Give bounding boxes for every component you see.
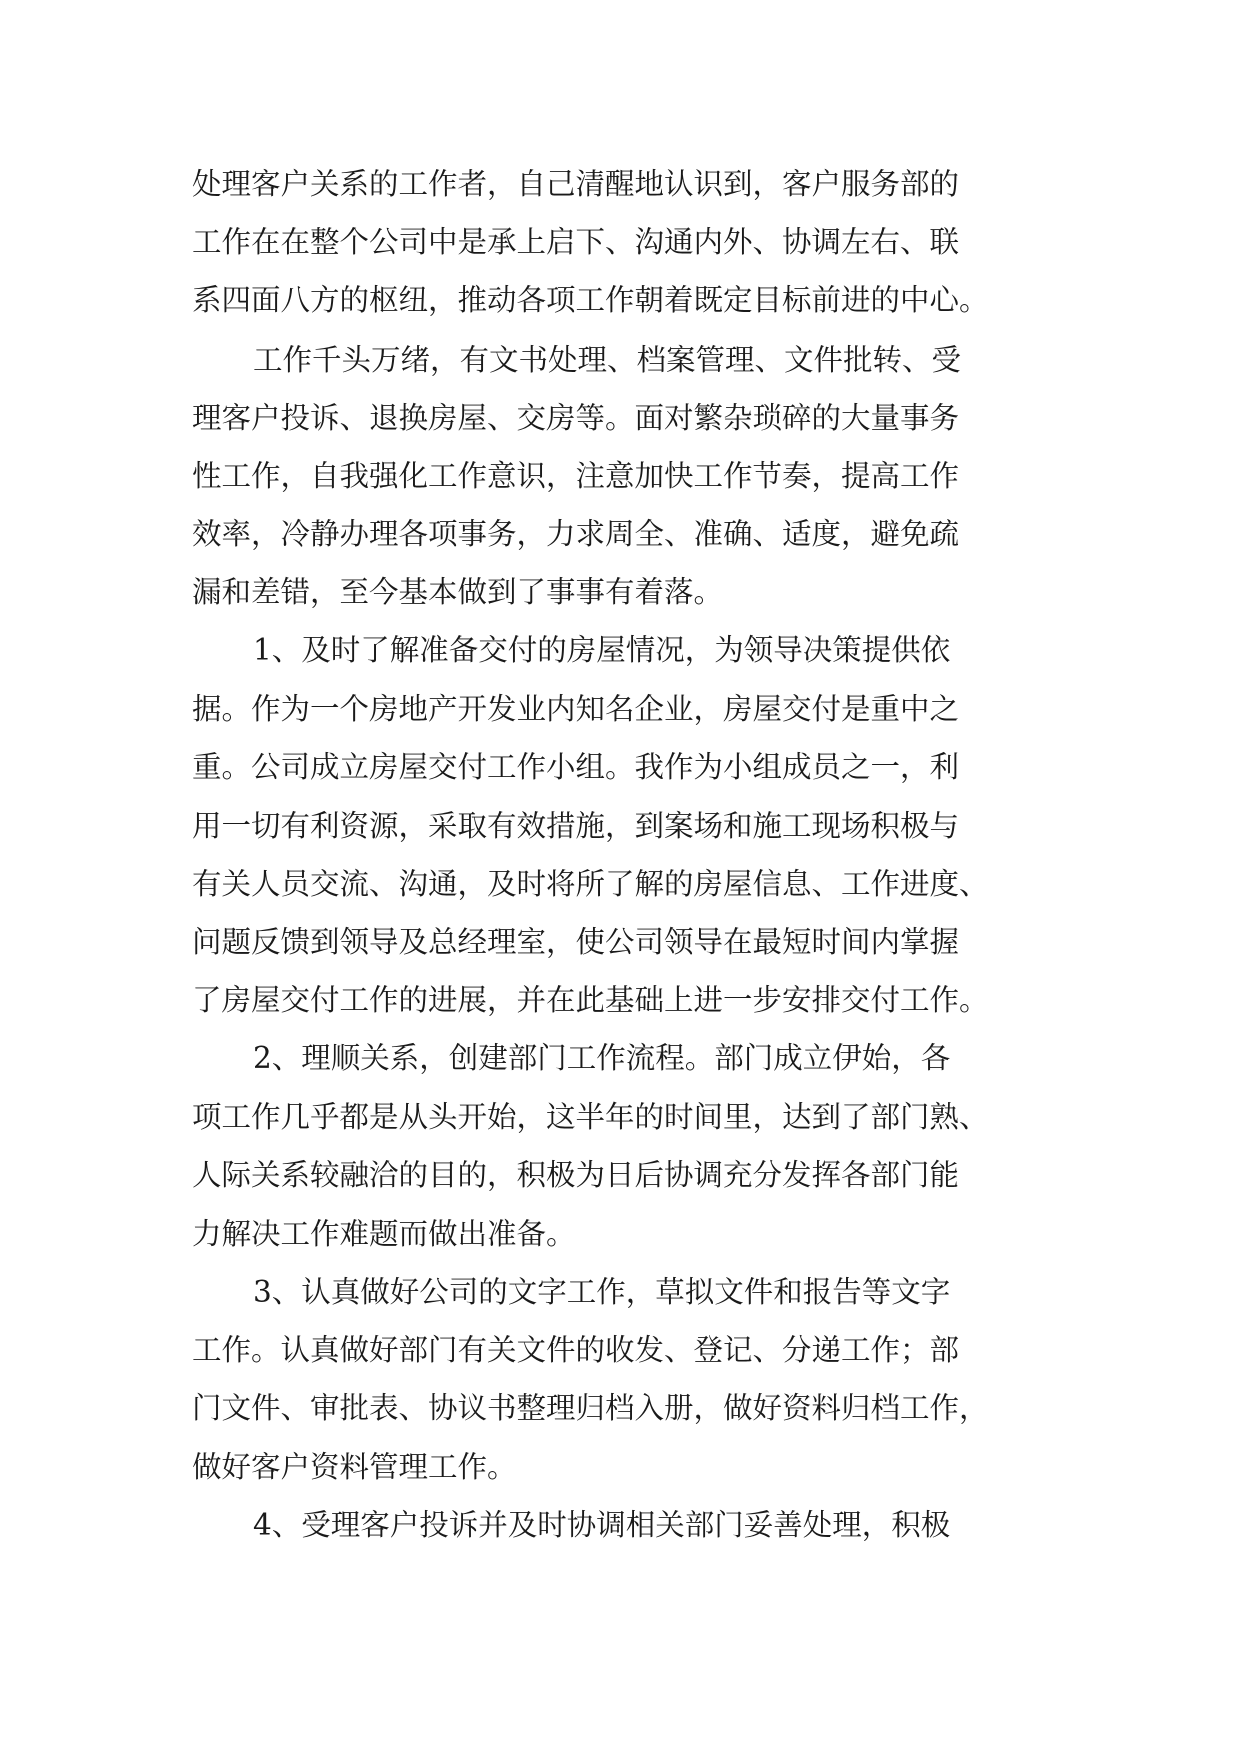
text-line: 据。作为一个房地产开发业内知名企业，房屋交付是重中之 [192,692,960,726]
text-line: 系四面八方的枢纽，推动各项工作朝着既定目标前进的中心。 [192,283,989,317]
text-line: 力解决工作难题而做出准备。 [192,1217,576,1251]
text-line: 工作千头万绪，有文书处理、档案管理、文件批转、受 [253,343,962,377]
text-line: 漏和差错，至今基本做到了事事有着落。 [192,575,724,609]
text-line: 人际关系较融洽的目的，积极为日后协调充分发挥各部门能 [192,1158,960,1192]
text-line: 处理客户关系的工作者，自己清醒地认识到，客户服务部的 [192,167,960,201]
text-line: 用一切有利资源，采取有效措施，到案场和施工现场积极与 [192,809,960,843]
text-line: 效率，冷静办理各项事务，力求周全、准确、适度，避免疏 [192,517,960,551]
text-line: 做好客户资料管理工作。 [192,1450,517,1484]
text-line: 1、及时了解准备交付的房屋情况，为领导决策提供依 [253,633,951,667]
text-line: 3、认真做好公司的文字工作，草拟文件和报告等文字 [253,1275,951,1309]
text-line: 性工作，自我强化工作意识，注意加快工作节奏，提高工作 [192,459,960,493]
text-line: 重。公司成立房屋交付工作小组。我作为小组成员之一，利 [192,750,960,784]
text-line: 有关人员交流、沟通，及时将所了解的房屋信息、工作进度、 [192,867,989,901]
text-line: 工作在在整个公司中是承上启下、沟通内外、协调左右、联 [192,225,960,259]
text-line: 问题反馈到领导及总经理室，使公司领导在最短时间内掌握 [192,925,960,959]
text-line: 项工作几乎都是从头开始，这半年的时间里，达到了部门熟、 [192,1100,989,1134]
text-line: 理客户投诉、退换房屋、交房等。面对繁杂琐碎的大量事务 [192,401,960,435]
text-line: 4、受理客户投诉并及时协调相关部门妥善处理，积极 [253,1508,951,1542]
text-line: 2、理顺关系，创建部门工作流程。部门成立伊始，各 [253,1041,951,1075]
text-line: 门文件、审批表、协议书整理归档入册，做好资料归档工作， [192,1391,989,1425]
text-line: 工作。认真做好部门有关文件的收发、登记、分递工作；部 [192,1333,960,1367]
text-line: 了房屋交付工作的进展，并在此基础上进一步安排交付工作。 [192,983,989,1017]
